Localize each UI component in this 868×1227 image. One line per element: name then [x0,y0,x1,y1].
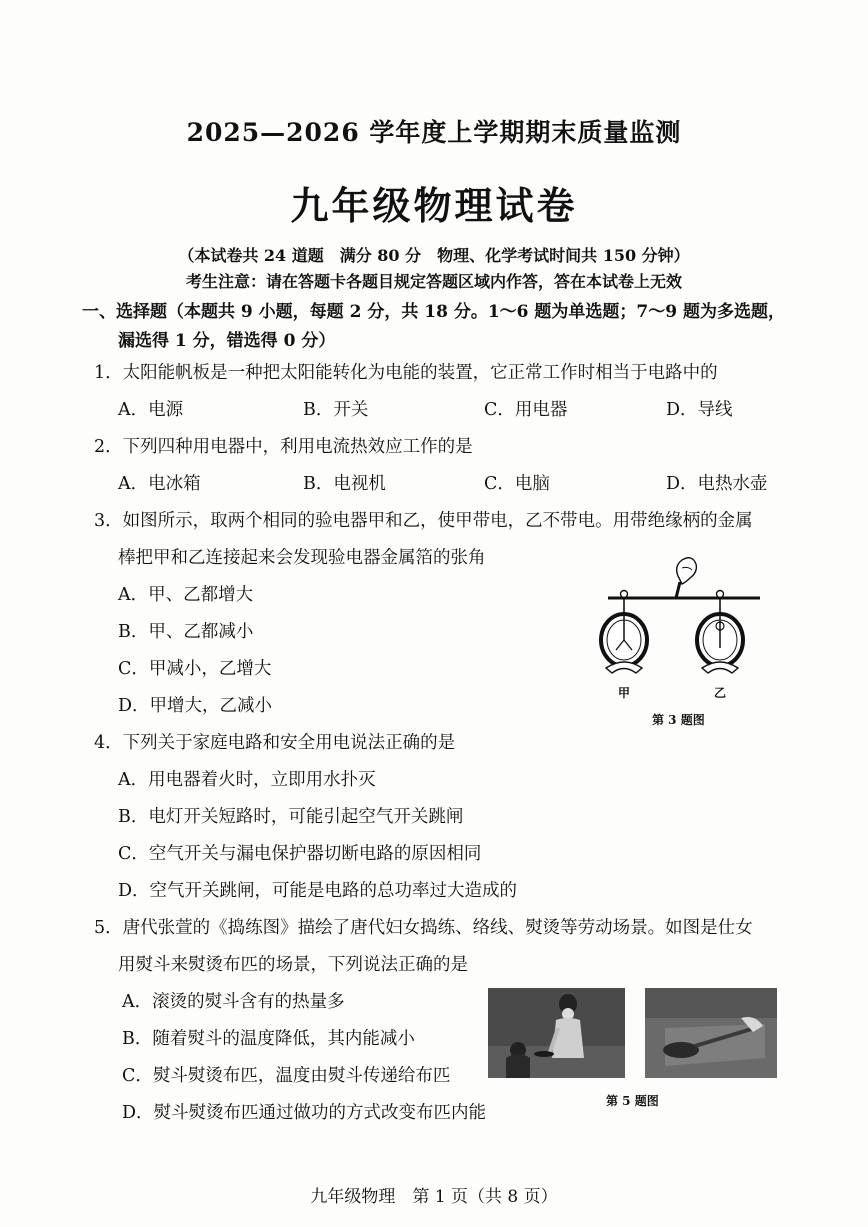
figure-3-caption: 第 3 题图 [652,713,705,727]
question-5-stem-line1: 5．唐代张萱的《捣练图》描绘了唐代妇女捣练、络线、熨烫等劳动场景。如图是仕女 [94,918,753,938]
question-2-option-a: A．电冰箱 [118,474,201,494]
section-heading-line1: 一、选择题（本题共 9 小题，每题 2 分，共 18 分。1～6 题为单选题；7～9 题为多选题， [82,302,785,322]
question-3-stem-line2: 棒把甲和乙连接起来会发现验电器金属箔的张角 [118,548,486,568]
figure-3-label-jia: 甲 [618,686,631,700]
question-5-option-c: C．熨斗熨烫布匹，温度由熨斗传递给布匹 [122,1066,451,1086]
exam-notice: 考生注意：请在答题卡各题目规定答题区域内作答，答在本试卷上无效 [185,272,682,291]
question-3-option-a: A．甲、乙都增大 [118,585,254,605]
electroscope-figure [596,556,768,678]
question-3-option-b: B．甲、乙都减小 [118,622,254,642]
question-2-option-c: C．电脑 [484,474,550,494]
question-1-option-c: C．用电器 [484,400,568,420]
question-3-option-c: C．甲减小，乙增大 [118,659,272,679]
figure-5-photo-left [488,988,625,1078]
question-4-stem: 4．下列关于家庭电路和安全用电说法正确的是 [94,733,456,753]
question-2-option-d: D．电热水壶 [666,474,768,494]
section-heading-line2: 漏选得 1 分，错选得 0 分） [118,331,336,351]
question-1-option-a: A．电源 [118,400,184,420]
figure-5-photo-right [645,988,777,1078]
question-4-option-b: B．电灯开关短路时，可能引起空气开关跳闸 [118,807,464,827]
exam-subtitle: 九年级物理试卷 [290,183,578,228]
question-4-option-c: C．空气开关与漏电保护器切断电路的原因相同 [118,844,482,864]
question-4-option-a: A．用电器着火时，立即用水扑灭 [118,770,376,790]
question-4-option-d: D．空气开关跳闸，可能是电路的总功率过大造成的 [118,881,518,901]
figure-5-caption: 第 5 题图 [606,1094,659,1108]
exam-info: （本试卷共 24 道题 满分 80 分 物理、化学考试时间共 150 分钟） [178,246,690,265]
question-3-option-d: D．甲增大，乙减小 [118,696,273,716]
question-1-option-b: B．开关 [303,400,369,420]
question-2-option-b: B．电视机 [303,474,386,494]
question-5-option-a: A．滚烫的熨斗含有的热量多 [122,992,345,1012]
question-5-option-b: B．随着熨斗的温度降低，其内能减小 [122,1029,415,1049]
page-footer: 九年级物理 第 1 页（共 8 页） [310,1187,558,1207]
question-3-stem-line1: 3．如图所示，取两个相同的验电器甲和乙，使甲带电，乙不带电。用带绝缘柄的金属 [94,511,753,531]
question-2-stem: 2．下列四种用电器中，利用电流热效应工作的是 [94,437,473,457]
question-1-option-d: D．导线 [666,400,733,420]
figure-3-label-yi: 乙 [714,686,727,700]
exam-title: 2025—2026 学年度上学期期末质量监测 [186,118,682,147]
question-1-stem: 1．太阳能帆板是一种把太阳能转化为电能的装置，它正常工作时相当于电路中的 [94,363,718,383]
question-5-option-d: D．熨斗熨烫布匹通过做功的方式改变布匹内能 [122,1103,487,1123]
question-5-stem-line2: 用熨斗来熨烫布匹的场景，下列说法正确的是 [118,955,468,975]
